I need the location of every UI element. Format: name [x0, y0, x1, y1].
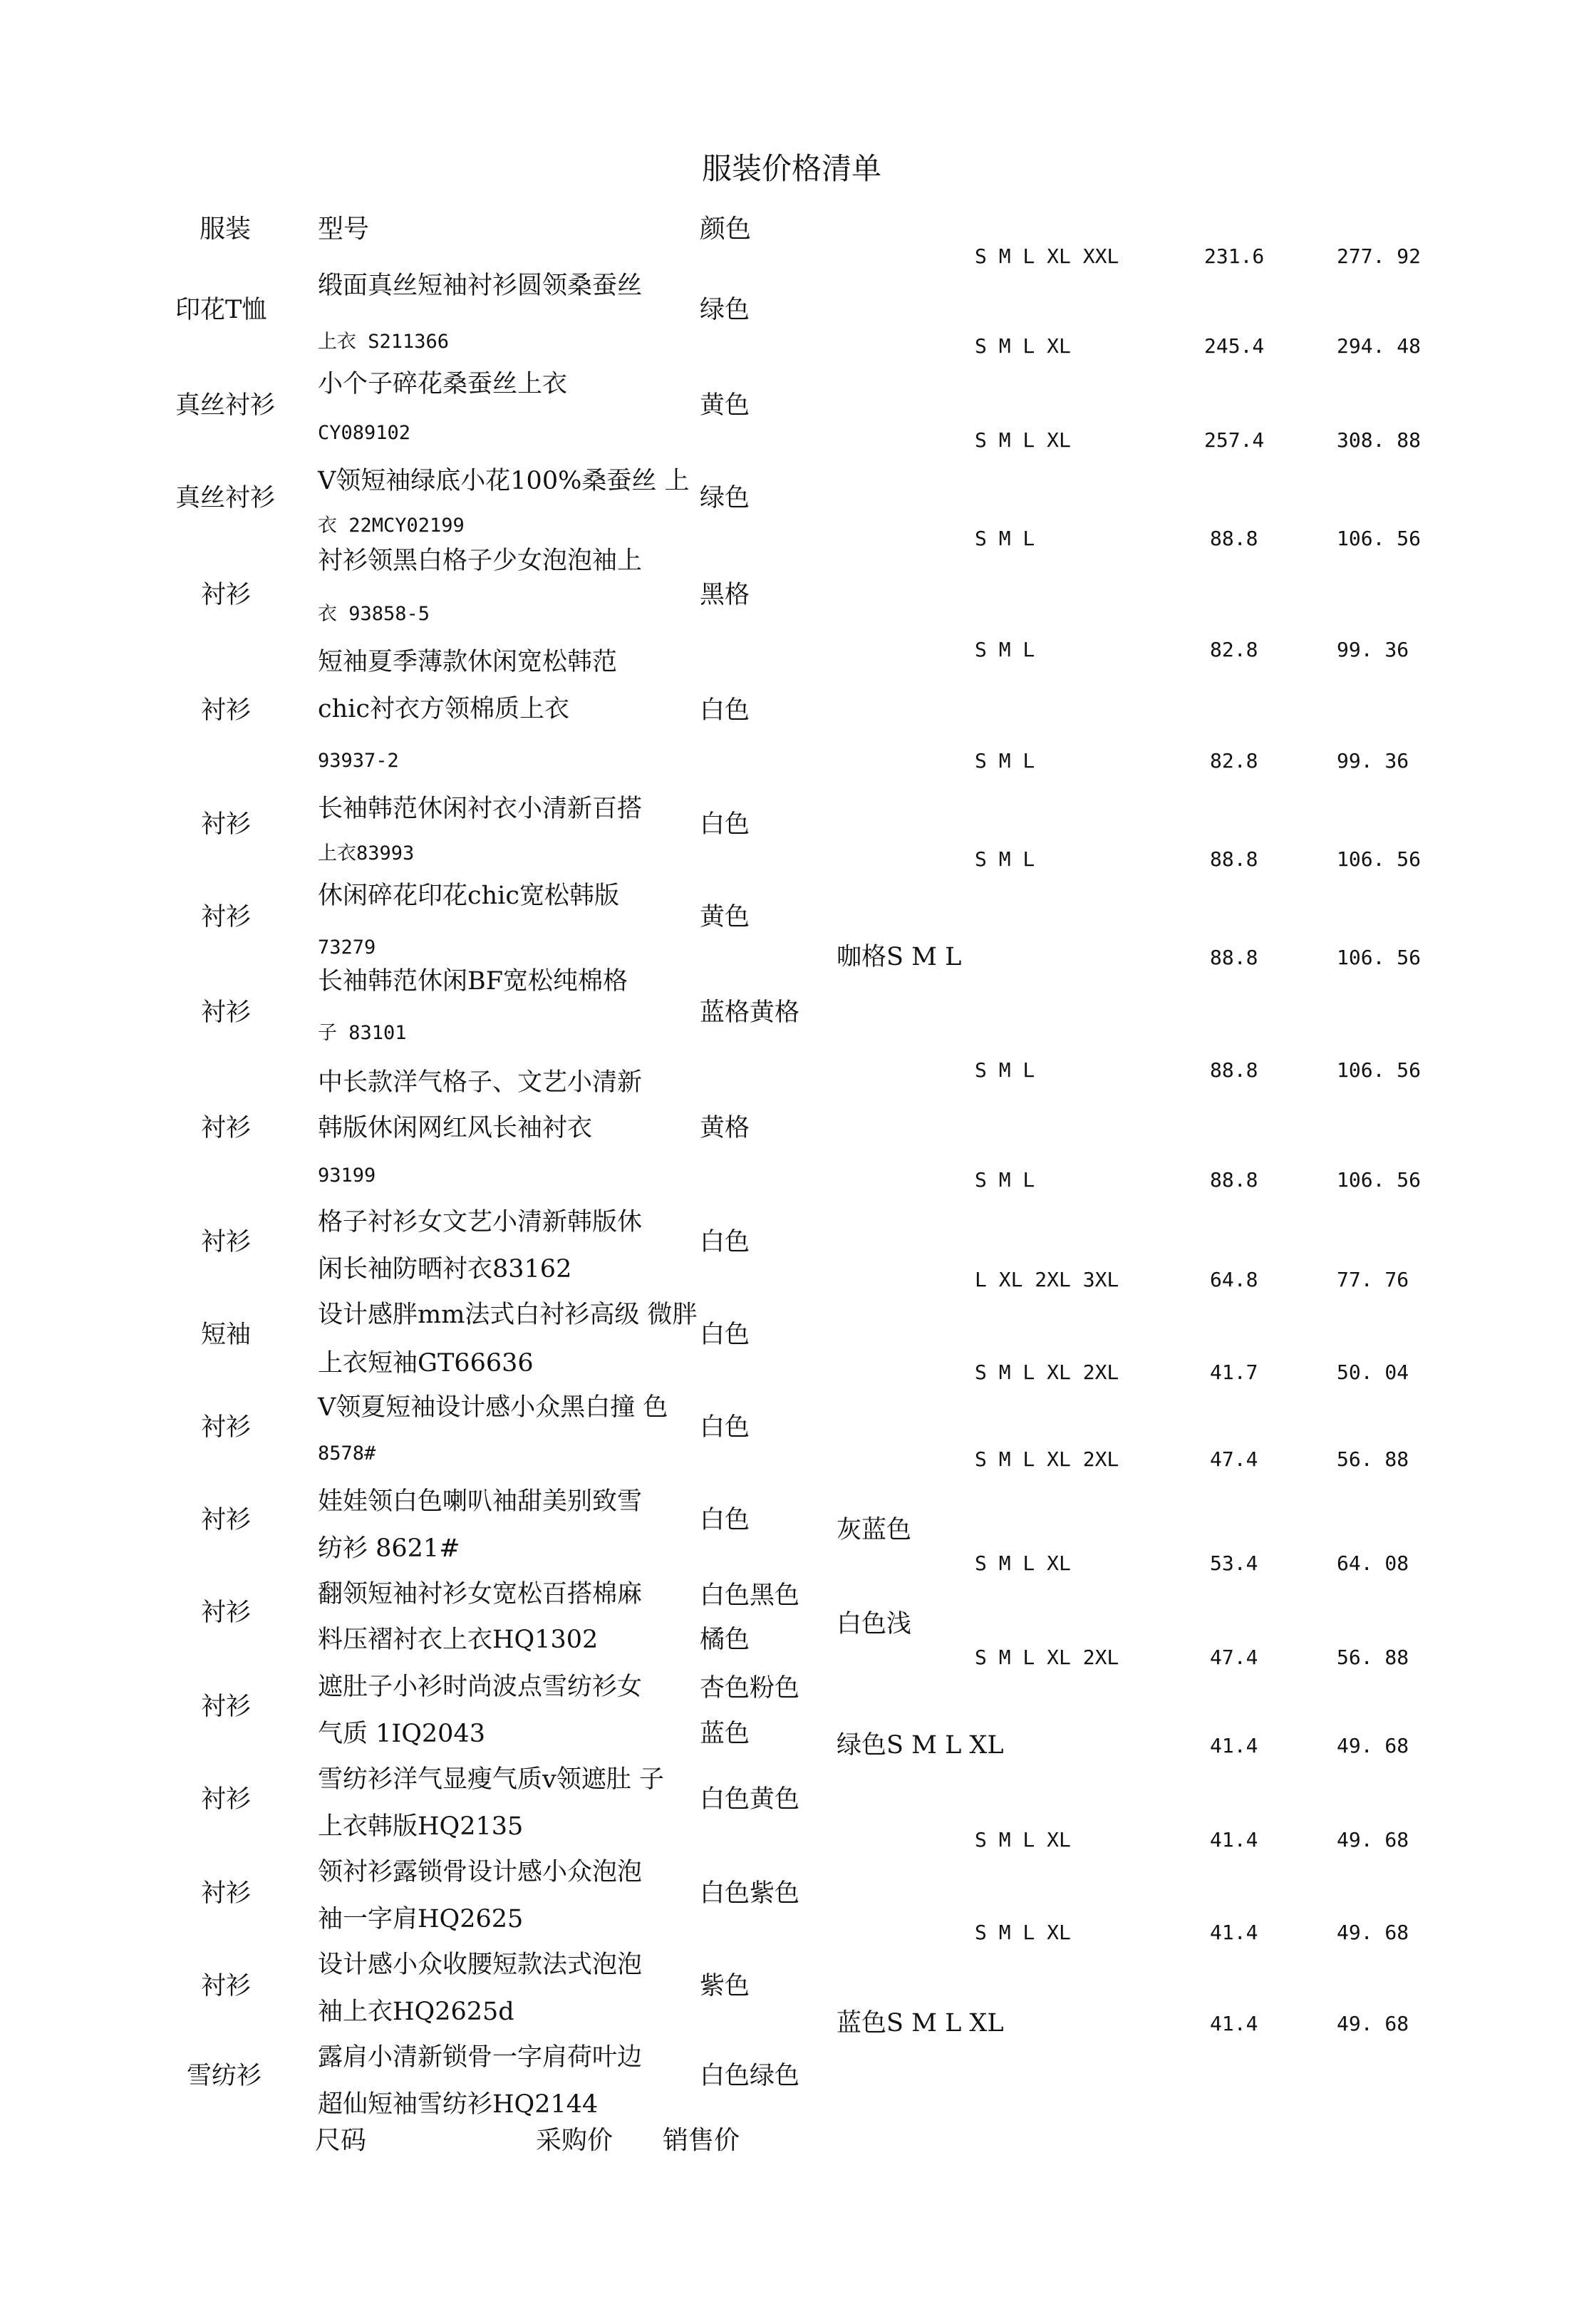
model-line: 缎面真丝短袖衬衫圆领桑蚕丝	[318, 272, 643, 300]
size-cell: S M L XL 2XL	[975, 1447, 1119, 1471]
model-line: 上衣短袖GT66636	[318, 1349, 534, 1378]
sale-price: 49. 68	[1337, 2012, 1409, 2035]
sale-price: 56. 88	[1337, 1447, 1409, 1471]
category-cell: 衬衫	[201, 1228, 252, 1256]
sale-price: 49. 68	[1337, 1734, 1409, 1757]
model-line: 袖一字肩HQ2625	[318, 1905, 524, 1933]
size-cell: S M L XL 2XL	[975, 1360, 1119, 1384]
model-line: 上衣韩版HQ2135	[318, 1812, 524, 1841]
model-line: 气质 1IQ2043	[318, 1720, 485, 1748]
model-line: 娃娃领白色喇叭袖甜美别致雪	[318, 1487, 643, 1516]
color-cell: 白色	[700, 1321, 750, 1349]
size-cell: S M L	[975, 1058, 1035, 1082]
purchase-price: 88.8	[1210, 1168, 1258, 1192]
size-cell: S M L	[975, 638, 1035, 661]
purchase-price: 41.4	[1210, 2012, 1258, 2035]
sale-price: 77. 76	[1337, 1268, 1409, 1291]
color-cell: 白色	[700, 1228, 750, 1256]
model-line: 雪纺衫洋气显瘦气质v领遮肚 子	[318, 1765, 664, 1794]
model-line: CY089102	[318, 422, 411, 444]
color-cell: 白色	[700, 1506, 750, 1534]
model-line: 短袖夏季薄款休闲宽松韩范	[318, 648, 618, 676]
purchase-price: 47.4	[1210, 1447, 1258, 1471]
sale-price: 99. 36	[1337, 749, 1409, 773]
footer-header-sale: 销售价	[663, 2126, 740, 2155]
color-cell: 黄色	[700, 903, 750, 931]
purchase-price: 82.8	[1210, 749, 1258, 773]
extra-color-note: 咖格S M L	[837, 943, 962, 971]
sale-price: 99. 36	[1337, 638, 1409, 661]
sale-price: 56. 88	[1337, 1646, 1409, 1669]
model-line: 衬衫领黑白格子少女泡泡袖上	[318, 547, 643, 575]
color-cell: 白色	[700, 810, 750, 839]
purchase-price: 245.4	[1204, 334, 1265, 358]
footer-header-size: 尺码	[315, 2126, 367, 2155]
category-cell: 衬衫	[201, 1879, 252, 1908]
category-cell: 衬衫	[201, 1599, 252, 1627]
size-cell: S M L XL	[975, 1921, 1071, 1944]
model-line: chic衬衣方领棉质上衣	[318, 695, 569, 723]
category-cell: 短袖	[201, 1321, 252, 1349]
model-line: 露肩小清新锁骨一字肩荷叶边	[318, 2043, 643, 2072]
color-cell: 绿色	[700, 484, 750, 512]
sale-price: 277. 92	[1337, 244, 1422, 268]
model-line: V领夏短袖设计感小众黑白撞 色	[318, 1393, 668, 1422]
color-cell: 白色紫色	[700, 1879, 800, 1908]
sale-price: 106. 56	[1337, 1058, 1422, 1082]
sale-price: 106. 56	[1337, 527, 1422, 550]
model-line: 上衣 S211366	[318, 331, 450, 353]
category-cell: 印花T恤	[175, 296, 267, 324]
model-line: 73279	[318, 936, 376, 959]
sale-price: 106. 56	[1337, 946, 1422, 969]
sale-price: 106. 56	[1337, 847, 1422, 871]
color-cell: 白色绿色	[700, 2062, 800, 2090]
model-line: 料压褶衬衣上衣HQ1302	[318, 1626, 599, 1654]
sale-price: 49. 68	[1337, 1921, 1409, 1944]
color-cell: 杏色粉色	[700, 1674, 800, 1703]
category-cell: 衬衫	[201, 1506, 252, 1534]
color-cell: 黄格	[700, 1114, 750, 1142]
model-line: 中长款洋气格子、文艺小清新	[318, 1068, 643, 1097]
color-cell: 绿色	[700, 296, 750, 324]
model-line: 长袖韩范休闲衬衣小清新百搭	[318, 795, 643, 823]
purchase-price: 64.8	[1210, 1268, 1258, 1291]
purchase-price: 88.8	[1210, 1058, 1258, 1082]
color-cell: 白色	[700, 696, 750, 725]
color-cell: 白色黄色	[700, 1785, 800, 1814]
category-cell: 衬衫	[201, 1972, 252, 2000]
category-cell: 衬衫	[201, 1413, 252, 1442]
sale-price: 106. 56	[1337, 1168, 1422, 1192]
color-cell: 紫色	[700, 1972, 750, 2000]
category-cell: 衬衫	[201, 810, 252, 839]
extra-color-note: 白色浅	[837, 1610, 912, 1638]
sale-price: 308. 88	[1337, 428, 1422, 452]
header-color: 颜色	[700, 215, 752, 244]
model-line: 上衣83993	[318, 842, 415, 864]
footer-header-purchase: 采购价	[536, 2126, 613, 2155]
purchase-price: 41.4	[1210, 1828, 1258, 1852]
extra-color-note: 绿色S M L XL	[837, 1731, 1004, 1760]
purchase-price: 88.8	[1210, 847, 1258, 871]
model-line: 领衬衫露锁骨设计感小众泡泡	[318, 1858, 643, 1886]
category-cell: 衬衫	[201, 696, 252, 725]
model-line: 子 83101	[318, 1022, 407, 1044]
purchase-price: 47.4	[1210, 1646, 1258, 1669]
purchase-price: 53.4	[1210, 1551, 1258, 1575]
sale-price: 64. 08	[1337, 1551, 1409, 1575]
size-cell: S M L	[975, 847, 1035, 871]
model-line: 翻领短袖衬衫女宽松百搭棉麻	[318, 1580, 643, 1608]
model-line: 93937-2	[318, 750, 399, 772]
purchase-price: 41.4	[1210, 1921, 1258, 1944]
model-line: 纺衫 8621#	[318, 1534, 460, 1563]
model-line: 闲长袖防晒衬衣83162	[318, 1255, 572, 1284]
model-line: 衣 93858-5	[318, 603, 430, 625]
model-line: 遮肚子小衫时尚波点雪纺衫女	[318, 1673, 643, 1701]
model-line: 设计感小众收腰短款法式泡泡	[318, 1951, 643, 1979]
size-cell: S M L	[975, 749, 1035, 773]
model-line: 小个子碎花桑蚕丝上衣	[318, 370, 568, 398]
purchase-price: 88.8	[1210, 527, 1258, 550]
size-cell: S M L XL	[975, 1551, 1071, 1575]
size-cell: S M L	[975, 1168, 1035, 1192]
purchase-price: 82.8	[1210, 638, 1258, 661]
color-cell: 橘色	[700, 1626, 750, 1654]
model-line: 长袖韩范休闲BF宽松纯棉格	[318, 967, 628, 996]
size-cell: S M L XL	[975, 428, 1071, 452]
color-cell: 蓝色	[700, 1720, 750, 1748]
sale-price: 294. 48	[1337, 334, 1422, 358]
purchase-price: 257.4	[1204, 428, 1265, 452]
color-cell: 黑格	[700, 581, 750, 609]
color-cell: 黄色	[700, 391, 750, 420]
size-cell: S M L	[975, 527, 1035, 550]
header-model: 型号	[318, 215, 370, 244]
size-cell: S M L XL	[975, 1828, 1071, 1852]
category-cell: 雪纺衫	[187, 2062, 262, 2090]
category-cell: 衬衫	[201, 1785, 252, 1814]
category-cell: 真丝衬衫	[175, 391, 276, 420]
model-line: 袖上衣HQ2625d	[318, 1998, 514, 2026]
size-cell: S M L XL	[975, 334, 1071, 358]
size-cell: L XL 2XL 3XL	[975, 1268, 1119, 1291]
size-cell: S M L XL 2XL	[975, 1646, 1119, 1669]
color-cell: 蓝格黄格	[700, 998, 800, 1027]
sale-price: 49. 68	[1337, 1828, 1409, 1852]
color-cell: 白色	[700, 1413, 750, 1442]
model-line: 超仙短袖雪纺衫HQ2144	[318, 2090, 599, 2119]
color-cell: 白色黑色	[700, 1581, 800, 1610]
category-cell: 衬衫	[201, 998, 252, 1027]
model-line: 衣 22MCY02199	[318, 515, 465, 537]
header-category: 服装	[200, 215, 252, 244]
extra-color-note: 蓝色S M L XL	[837, 2009, 1004, 2038]
category-cell: 衬衫	[201, 1114, 252, 1142]
size-cell: S M L XL XXL	[975, 244, 1119, 268]
model-line: 8578#	[318, 1442, 376, 1465]
model-line: 设计感胖mm法式白衬衫高级 微胖	[318, 1301, 698, 1329]
purchase-price: 88.8	[1210, 946, 1258, 969]
model-line: 93199	[318, 1164, 376, 1187]
category-cell: 衬衫	[201, 1693, 252, 1721]
model-line: V领短袖绿底小花100%桑蚕丝 上	[318, 467, 690, 495]
extra-color-note: 灰蓝色	[837, 1516, 912, 1544]
sale-price: 50. 04	[1337, 1360, 1409, 1384]
model-line: 休闲碎花印花chic宽松韩版	[318, 882, 619, 910]
purchase-price: 41.7	[1210, 1360, 1258, 1384]
category-cell: 真丝衬衫	[175, 484, 276, 512]
purchase-price: 231.6	[1204, 244, 1265, 268]
model-line: 韩版休闲网红风长袖衬衣	[318, 1114, 593, 1142]
category-cell: 衬衫	[201, 903, 252, 931]
purchase-price: 41.4	[1210, 1734, 1258, 1757]
model-line: 格子衬衫女文艺小清新韩版休	[318, 1208, 643, 1236]
category-cell: 衬衫	[201, 581, 252, 609]
page-title: 服装价格清单	[702, 151, 882, 186]
